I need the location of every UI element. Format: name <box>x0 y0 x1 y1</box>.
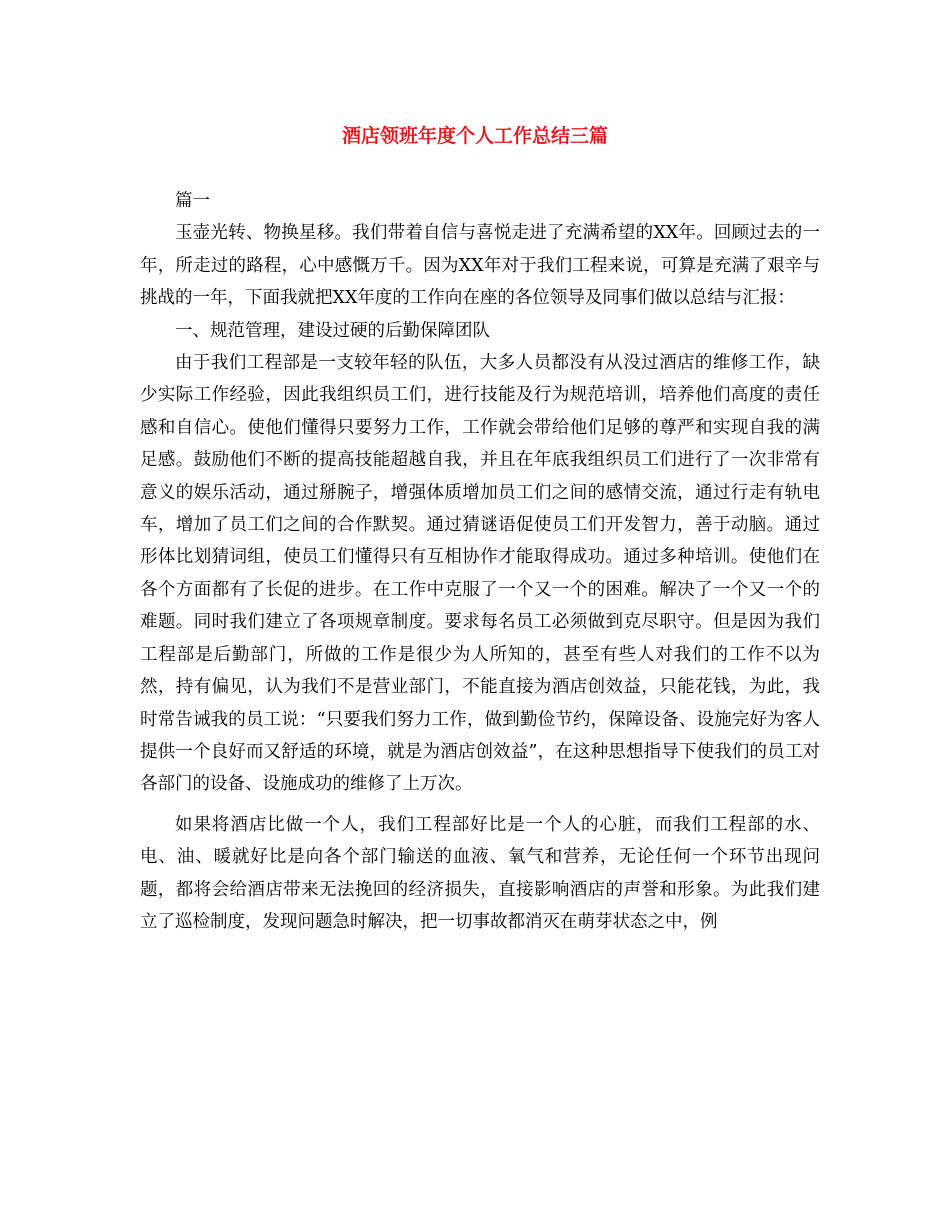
document-body <box>140 185 820 938</box>
document-title: 酒店领班年度个人工作总结三篇 <box>341 125 608 147</box>
paragraph: 玉壶光转、物换星移。我们带着自信与喜悦走进了充满希望的XX年。回顾过去的一年，所走过的路程，心中感慨万千。因为XX年对于我们工程来说，可算是充满了艰辛与挑战的一年，下面我就把XX年度的工作向在座的各位领导及同事们做以总结与汇报： <box>140 223 820 309</box>
subsection-heading: 一、规范管理，建设过硬的后勤保障团队 <box>175 320 490 341</box>
paragraph: 如果将酒店比做一个人，我们工程部好比是一个人的心脏，而我们工程部的水、电、油、暖就好比是向各个部门输送的血液、氧气和营养，无论任何一个环节出现问题，都将会给酒店带来无法挽回的经济损失，直接影响酒店的声誉和形象。为此我们建立了巡检制度，发现问题急时解决，把一切事故都消灭在萌芽状态之中，例 <box>140 814 820 932</box>
paragraph: 由于我们工程部是一支较年轻的队伍，大多人员都没有从没过酒店的维修工作，缺少实际工作经验，因此我组织员工们，进行技能及行为规范培训，培养他们高度的责任感和自信心。使他们懂得只要努力工作，工作就会带给他们足够的尊严和实现自我的满足感。鼓励他们不断的提高技能超越自我，并且在年底我组织员工们进行了一次非常有意义的娱乐活动，通过掰腕子，增强体质增加员工们之间的感情交流，通过行走有轨电车，增加了员工们之间的合作默契。通过猜谜语促使员工们开发智力，善于动脑。通过形体比划猜词组，使员工们懂得只有互相协作才能取得成功。通过多种培训。使他们在各个方面都有了长促的进步。在工作中克服了一个又一个的困难。解决了一个又一个的难题。同时我们建立了各项规章制度。要求每名员工必须做到克尽职守。但是因为我们工程部是后勤部门，所做的工作是很少为人所知的，甚至有些人对我们的工作不以为然，持有偏见，认为我们不是营业部门，不能直接为酒店创效益，只能花钱，为此，我时常告诫我的员工说：“只要我们努力工作，做到勤俭节约，保障设备、设施完好为客人提供一个良好而又舒适的环境，就是为酒店创效益”，在这种思想指导下使我们的员工对各部门的设备、设施成功的维修了上万次。 <box>140 353 820 795</box>
section-heading: 篇一 <box>175 191 210 211</box>
